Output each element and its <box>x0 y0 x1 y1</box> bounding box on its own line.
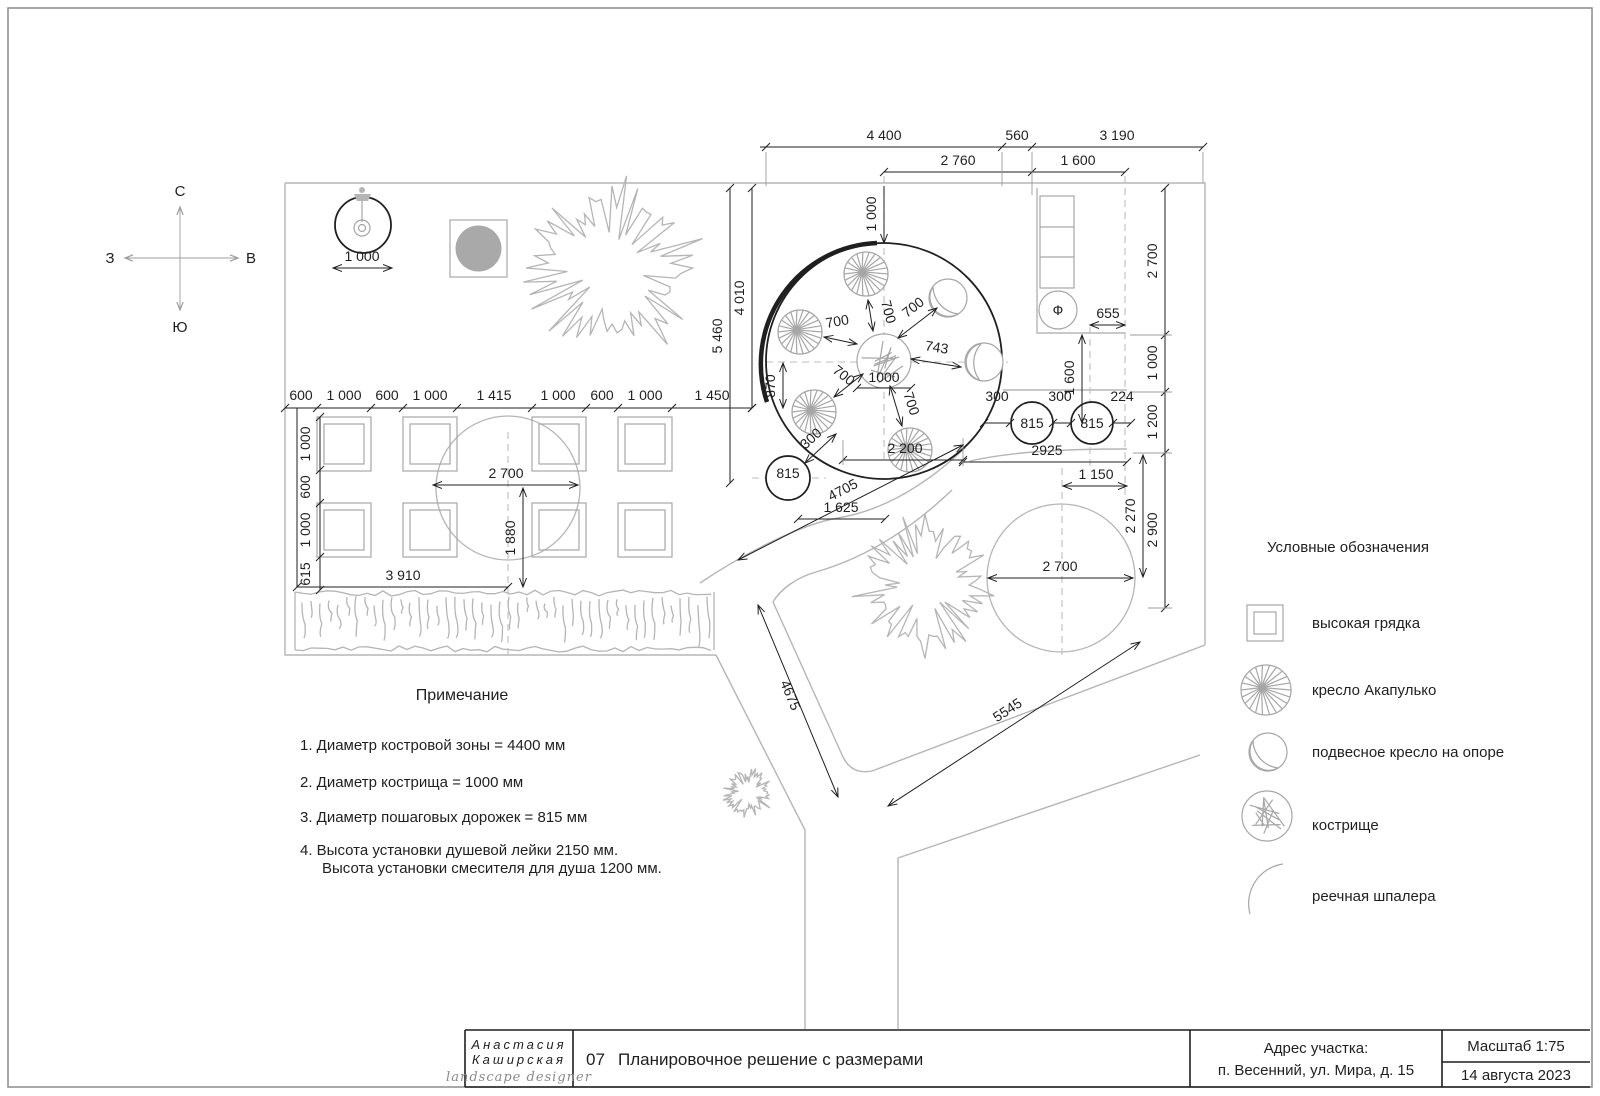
dim-label: 700 <box>878 298 900 326</box>
dim-label: 1000 <box>868 369 900 385</box>
scale-label: Масштаб 1:75 <box>1467 1038 1565 1055</box>
hanging-chair-icon <box>929 279 967 317</box>
author-name-line2: Каширская <box>472 1052 566 1067</box>
trellis-icon <box>1249 864 1283 914</box>
note-item: 3. Диаметр пошаговых дорожек = 815 мм <box>300 809 588 826</box>
raised-bed <box>618 417 672 471</box>
stone-diameter-label: 815 <box>1020 415 1044 431</box>
dim-label: 1 000 <box>1144 345 1160 381</box>
legend-item-label: подвесное кресло на опоре <box>1312 744 1505 761</box>
dim-label: 1 450 <box>694 387 730 403</box>
dim-label: 1 000 <box>297 426 313 462</box>
address-label: Адрес участка: <box>1263 1040 1369 1057</box>
dim-label: 1 000 <box>863 196 879 232</box>
dim-label: 1 000 <box>297 512 313 548</box>
author-name-line1: Анастасия <box>471 1037 567 1052</box>
tree-canopy-large <box>523 176 702 345</box>
dim-label: 3 910 <box>385 567 421 583</box>
raised-bed-icon-inner <box>1254 612 1276 634</box>
raised-bed <box>317 417 371 471</box>
dim-label: 1 000 <box>540 387 576 403</box>
address-value: п. Весенний, ул. Мира, д. 15 <box>1217 1062 1415 1079</box>
date-label: 14 августа 2023 <box>1460 1067 1572 1084</box>
sheet-number: 07 <box>586 1050 605 1069</box>
dim-label: 300 <box>985 388 1009 404</box>
shower-head-icon <box>354 187 371 236</box>
dim-label: 300 <box>1048 388 1072 404</box>
compass-south-label: Ю <box>172 319 188 336</box>
dim-label: 1 415 <box>476 387 512 403</box>
dim-label: 615 <box>297 562 313 586</box>
dim-label: 300 <box>796 424 825 453</box>
compass-east-label: В <box>245 250 257 267</box>
sink-phi-icon: Ф <box>1052 302 1064 318</box>
dim-label: 4 010 <box>731 280 747 316</box>
kitchen-unit <box>1040 196 1074 288</box>
hanging-chair-icon <box>1249 733 1287 771</box>
stone-diameter-label: 815 <box>776 465 800 481</box>
dimensions <box>281 127 1207 806</box>
title-block <box>446 1030 1590 1087</box>
dim-label: 4 400 <box>866 127 902 143</box>
shower-tray-circle <box>456 226 502 272</box>
dim-label: 1 000 <box>326 387 362 403</box>
dim-label: 5 460 <box>709 318 725 354</box>
raised-beds <box>317 417 672 557</box>
hanging-chair-icon <box>957 335 1011 389</box>
legend-item-label: реечная шпалера <box>1312 888 1436 905</box>
raised-bed <box>618 503 672 557</box>
dim-label: 2925 <box>1031 442 1063 458</box>
raised-bed <box>532 417 586 471</box>
author-subtitle: landscape designer <box>446 1070 592 1085</box>
compass-rose <box>105 183 256 336</box>
dim-label: 743 <box>923 337 950 357</box>
dim-label: 1 000 <box>412 387 448 403</box>
dim-label: 600 <box>375 387 399 403</box>
compass-west-label: З <box>105 250 115 267</box>
dim-label: 1 880 <box>502 520 518 556</box>
notes <box>300 687 662 877</box>
acapulco-chair-icon <box>844 252 888 296</box>
dim-label: 600 <box>590 387 614 403</box>
dim-label: 2 760 <box>940 152 976 168</box>
dim-label: 4675 <box>777 677 804 713</box>
dim-label: 1 600 <box>1060 152 1096 168</box>
dim-label: 655 <box>1096 305 1120 321</box>
dim-label: 2 900 <box>1144 512 1160 548</box>
dim-label: 2 200 <box>887 440 923 456</box>
dim-label: 700 <box>900 389 923 418</box>
dim-label: 700 <box>898 293 928 321</box>
stone-diameter-label: 815 <box>1080 415 1104 431</box>
legend-item-label: кресло Акапулько <box>1312 682 1437 699</box>
note-item: 4. Высота установки душевой лейки 2150 мм. <box>300 842 619 859</box>
acapulco-chair-icon <box>1241 665 1291 715</box>
note-item: 1. Диаметр костровой зоны = 4400 мм <box>300 737 566 754</box>
dim-label: 1 150 <box>1078 466 1114 482</box>
vegetation <box>295 176 1135 818</box>
dim-label: 2 270 <box>1122 498 1138 534</box>
raised-bed <box>317 503 371 557</box>
dim-label: 2 700 <box>1042 558 1078 574</box>
dim-label: 1 600 <box>1061 360 1077 396</box>
dim-label: 2 700 <box>488 465 524 481</box>
shrub-canopy <box>723 769 770 818</box>
raised-bed <box>532 503 586 557</box>
note-item: Высота установки смесителя для душа 1200 мм. <box>322 860 662 877</box>
dim-label: 4705 <box>825 475 861 504</box>
dim-label: 224 <box>1110 388 1134 404</box>
dim-label: 600 <box>297 475 313 499</box>
fire-pit-icon <box>1242 791 1292 841</box>
tree-canopy-bottom <box>852 514 994 658</box>
hedge-band <box>295 590 714 652</box>
notes-title: Примечание <box>415 687 509 704</box>
raised-bed-icon <box>1247 605 1283 641</box>
dim-label: 5545 <box>989 694 1025 726</box>
legend-item-label: высокая грядка <box>1312 615 1421 632</box>
dim-label: 600 <box>289 387 313 403</box>
legend-title: Условные обозначения <box>1266 539 1430 556</box>
dim-label: 1 000 <box>344 248 380 264</box>
compass-north-label: С <box>174 183 186 200</box>
dim-label: 560 <box>1005 127 1029 143</box>
dim-label: 1 625 <box>823 499 859 515</box>
sheet-title: Планировочное решение с размерами <box>618 1050 924 1069</box>
dim-label: 1 000 <box>627 387 663 403</box>
legend-item-label: кострище <box>1312 817 1379 834</box>
dim-label: 870 <box>762 374 778 398</box>
dim-label: 700 <box>829 361 859 389</box>
acapulco-chair-icon <box>778 310 822 354</box>
dim-label: 1 200 <box>1144 404 1160 440</box>
note-item: 2. Диаметр кострища = 1000 мм <box>300 774 524 791</box>
dim-label: 3 190 <box>1099 127 1135 143</box>
dim-label: 2 700 <box>1144 243 1160 279</box>
raised-bed <box>403 417 457 471</box>
dim-label: 700 <box>824 311 851 331</box>
fire-zone <box>761 243 1011 479</box>
legend <box>1241 539 1504 914</box>
